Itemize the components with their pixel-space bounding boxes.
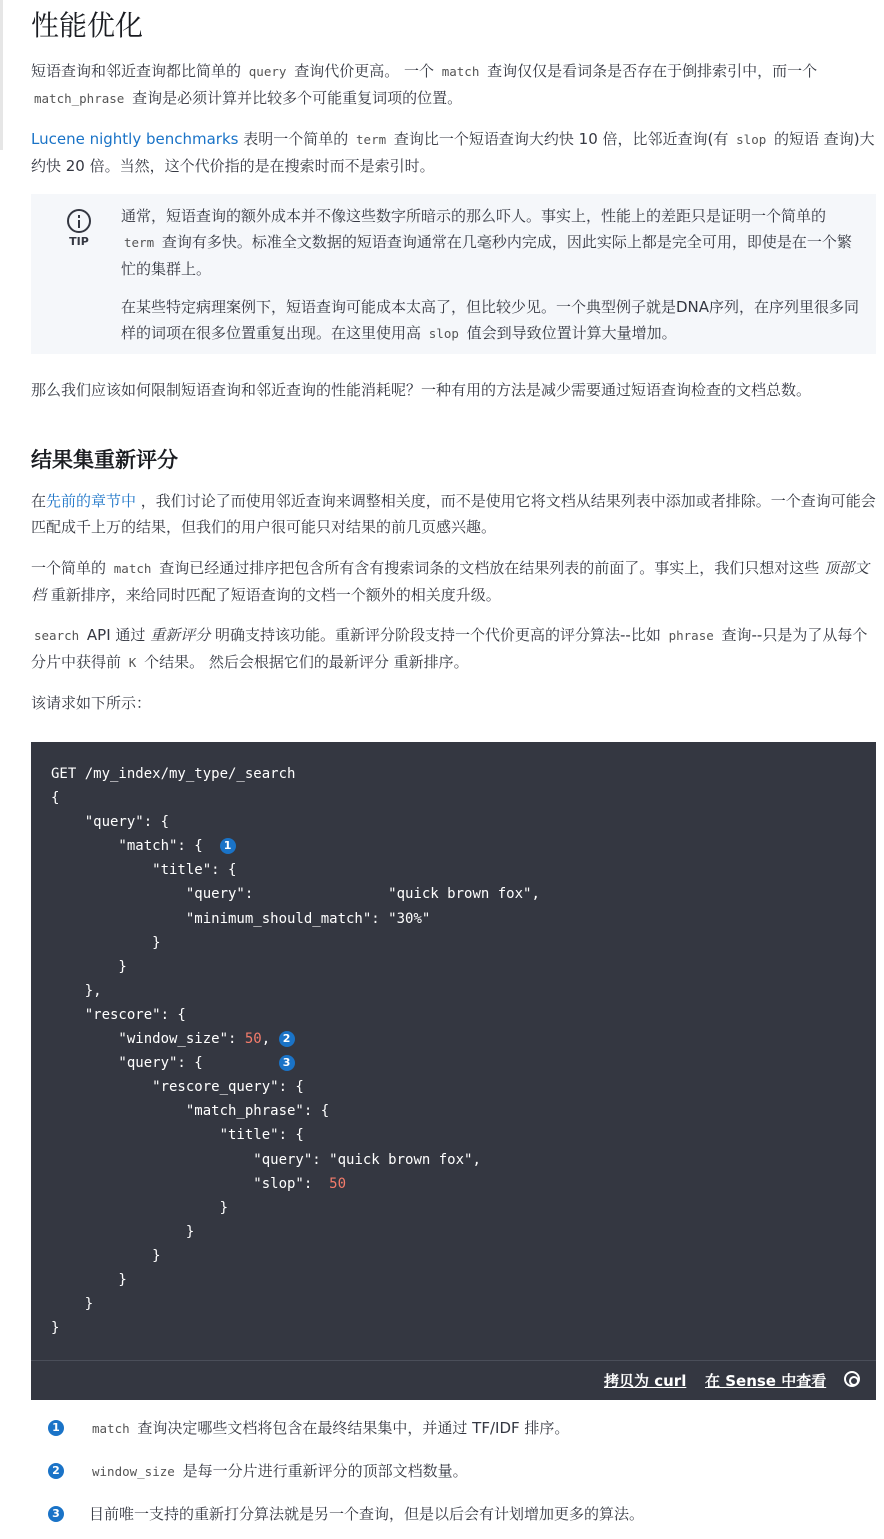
code-line: "query":: [51, 886, 389, 903]
code-line: "query": {: [51, 814, 170, 831]
callout-badge-3: 3: [279, 1055, 295, 1071]
copy-as-curl-link[interactable]: 拷贝为 curl: [604, 1372, 687, 1390]
after-tip-paragraph: 那么我们应该如何限制短语查询和邻近查询的性能消耗呢？一种有用的方法是减少需要通过短语查询检查的文档总数。: [31, 381, 812, 399]
code-line: }: [51, 1223, 195, 1240]
code-line: "rescore_query": {: [51, 1079, 304, 1096]
inline-code: query: [248, 64, 287, 79]
text: 查询决定哪些文档将包含在最终结果集中，并通过 TF/IDF 排序。: [132, 1419, 570, 1437]
text: 明确支持该功能。重新评分阶段支持一个代价更高的评分算法--比如: [210, 626, 666, 644]
text: 在某些特定病理案例下，短语查询可能成本太高了，但比较少见。一个典型例子就是DNA序列，在序列里很多同样的词项在很多位置重复出现。在这里使用高: [121, 298, 860, 342]
text: 查询是必须计算并比较多个可能重复词项的位置。: [127, 89, 463, 107]
code-line: "query": {: [51, 1055, 279, 1072]
code-line: "title": {: [51, 862, 237, 879]
code-content: [51, 762, 540, 1340]
tip-paragraph-1: [121, 203, 862, 282]
text: 查询有多快。标准全文数据的短语查询通常在几毫秒内完成，因此实际上都是完全可用，即使是在一个繁忙的集群上。: [121, 233, 852, 278]
code-line: }: [51, 1271, 127, 1288]
view-in-sense-link[interactable]: 在 Sense 中查看: [705, 1372, 827, 1390]
tip-paragraph-2: [121, 294, 862, 347]
tip-icon: [65, 209, 93, 249]
text: 查询比一个短语查询大约快 10 倍，比邻近查询(有: [389, 130, 734, 148]
text: 目前唯一支持的重新打分算法就是另一个查询，但是以后会有计划增加更多的算法。: [89, 1505, 645, 1523]
perf-paragraph-2: [31, 126, 876, 179]
text: 个结果。 然后会根据它们的最新评分 重新排序。: [139, 653, 469, 671]
previous-chapter-link[interactable]: 先前的章节中: [46, 492, 137, 510]
code-string: "quick brown fox",: [388, 886, 540, 903]
code-line: }: [51, 1296, 94, 1313]
text: 是每一分片进行重新评分的顶部文档数量。: [177, 1462, 468, 1480]
callout-text: [89, 1415, 569, 1442]
text: 在: [31, 492, 47, 510]
code-footer: [31, 1360, 876, 1400]
code-string: "quick brown fox",: [329, 1151, 481, 1168]
inline-code: term: [124, 235, 155, 250]
code-block: [31, 742, 876, 1400]
rescore-paragraph-1: [31, 488, 876, 540]
lucene-benchmarks-link[interactable]: Lucene nightly benchmarks: [31, 130, 239, 148]
emphasis: 顶部文档: [31, 559, 869, 604]
text: API 通过: [82, 626, 151, 644]
section-heading-rescore: 结果集重新评分: [31, 448, 178, 472]
code-line: GET /my_index/my_type/_search: [51, 766, 296, 782]
rescore-paragraph-3: [31, 622, 876, 676]
text: 查询已经通过排序把包含所有含有搜索词条的文档放在结果列表的前面了。事实上，我们只想对这些: [154, 559, 824, 577]
rescore-paragraph-4: 该请求如下所示：: [31, 694, 152, 712]
code-line: "window_size":: [51, 1031, 245, 1048]
code-number: 50: [329, 1175, 347, 1192]
left-border-rule: [0, 0, 3, 150]
text: 查询代价更高。 一个: [289, 62, 439, 80]
inline-code: slop: [428, 326, 459, 341]
code-line: "match_phrase": {: [51, 1103, 330, 1120]
code-line: }: [51, 1247, 161, 1264]
callout-list: [31, 1415, 876, 1535]
callout-badge-1: 1: [48, 1420, 64, 1436]
page-title: 性能优化: [31, 9, 144, 42]
text: ，我们讨论了而使用邻近查询来调整相关度，而不是使用它将文档从结果列表中添加或者排除。一个查询可能会匹配成千上万的结果，但我们的用户很可能只对结果的前几页感兴趣。: [31, 492, 876, 536]
callout-text: [89, 1501, 644, 1527]
code-line: "slop":: [51, 1175, 330, 1192]
perf-paragraph-1: [31, 58, 876, 112]
text: 通常，短语查询的额外成本并不像这些数字所暗示的那么吓人。事实上，性能上的差距只是证明一个简单的: [121, 207, 827, 225]
inline-code: window_size: [92, 1464, 175, 1479]
inline-code: term: [356, 132, 387, 147]
code-line: }: [51, 934, 161, 951]
code-number: 50: [244, 1031, 262, 1048]
inline-code: match: [113, 561, 152, 576]
callout-badge-2: 2: [48, 1463, 64, 1479]
emphasis: 重新评分: [150, 626, 211, 644]
gear-icon[interactable]: [844, 1371, 860, 1387]
code-line: "match": {: [51, 838, 220, 855]
callout-badge-3: 3: [48, 1506, 64, 1522]
code-line: },: [51, 982, 102, 999]
text: 查询--只是为了从每个分片中获得前: [31, 626, 868, 671]
code-string: "30%": [388, 910, 431, 927]
text: 短语查询和邻近查询都比简单的: [31, 62, 246, 80]
callout-badge-2: 2: [279, 1031, 295, 1047]
text: 表明一个简单的: [238, 130, 354, 148]
code-line: }: [51, 958, 127, 975]
rescore-paragraph-2: [31, 555, 876, 608]
tip-label: TIP: [69, 235, 89, 248]
code-line: }: [51, 1199, 229, 1216]
callout-badge-1: 1: [220, 838, 236, 854]
code-line: "query":: [51, 1151, 330, 1168]
inline-code: match: [92, 1421, 130, 1436]
inline-code: K: [128, 655, 137, 670]
inline-code: phrase: [668, 628, 714, 643]
code-line: ,: [261, 1031, 279, 1048]
inline-code: match: [441, 64, 480, 79]
text: 的短语 查询)大约快 20 倍。当然，这个代价指的是在搜索时而不是索引时。: [31, 130, 875, 175]
code-line: "minimum_should_match":: [51, 910, 389, 927]
text: 一个简单的: [31, 559, 111, 577]
inline-code: match_phrase: [34, 91, 125, 106]
text: 值会到导致位置计算大量增加。: [461, 324, 677, 342]
code-line: }: [51, 1320, 60, 1337]
tip-box: [31, 194, 876, 354]
info-icon: [67, 209, 91, 233]
text: 重新排序，来给同时匹配了短语查询的文档一个额外的相关度升级。: [46, 586, 501, 604]
code-line: {: [51, 790, 60, 807]
inline-code: search: [34, 628, 80, 643]
text: 查询仅仅是看词条是否存在于倒排索引中，而一个: [482, 62, 818, 80]
code-line: "title": {: [51, 1127, 304, 1144]
inline-code: slop: [736, 132, 767, 147]
code-line: "rescore": {: [51, 1006, 186, 1023]
callout-text: [89, 1458, 468, 1485]
